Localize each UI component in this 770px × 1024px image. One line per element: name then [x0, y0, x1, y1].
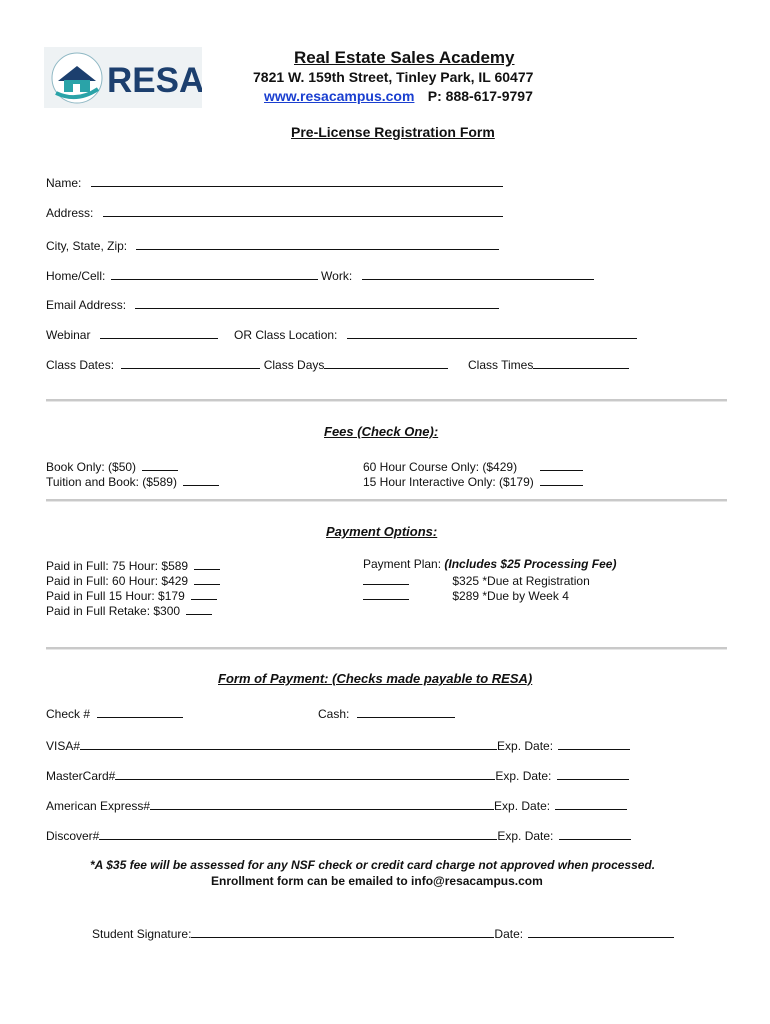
- webinar-field[interactable]: [46, 326, 218, 342]
- name-line[interactable]: [91, 174, 503, 187]
- fee-60-hour-line[interactable]: [540, 458, 583, 471]
- amex-exp-line[interactable]: [555, 797, 627, 810]
- class-days-label: Class Days: [263, 358, 325, 372]
- form-of-payment-title: Form of Payment: (Checks made payable to RESA): [218, 671, 533, 686]
- mastercard-field[interactable]: [46, 767, 629, 783]
- fee-60-hour[interactable]: [363, 458, 583, 474]
- cash-field[interactable]: [318, 705, 455, 721]
- contact-row: [264, 88, 533, 104]
- discover-label: Discover#: [46, 829, 100, 843]
- email-line[interactable]: [135, 296, 499, 309]
- payment-plan-label: Payment Plan:: [363, 557, 442, 571]
- webinar-line[interactable]: [100, 326, 218, 339]
- cash-label: Cash:: [318, 707, 350, 721]
- amex-field[interactable]: [46, 797, 627, 813]
- payment-plan-note: (Includes $25 Processing Fee): [444, 557, 617, 571]
- divider: [46, 499, 727, 502]
- visa-label: VISA#: [46, 739, 81, 753]
- email-field[interactable]: [46, 296, 499, 312]
- discover-line[interactable]: [99, 827, 497, 840]
- visa-line[interactable]: [80, 737, 497, 750]
- amex-line[interactable]: [150, 797, 494, 810]
- option-full-60-label: Paid in Full: 60 Hour: $429: [46, 574, 189, 588]
- fee-15-hour-label: 15 Hour Interactive Only: ($179): [363, 475, 534, 489]
- fee-tuition-book-line[interactable]: [183, 473, 219, 486]
- option-full-retake-line[interactable]: [186, 602, 212, 615]
- plan-option-2-line[interactable]: [363, 587, 409, 600]
- option-full-60[interactable]: [46, 572, 220, 588]
- mastercard-line[interactable]: [115, 767, 495, 780]
- option-full-15[interactable]: [46, 587, 217, 603]
- signature-field[interactable]: [92, 925, 674, 941]
- mastercard-exp-line[interactable]: [557, 767, 629, 780]
- address-field[interactable]: [46, 204, 503, 220]
- cash-line[interactable]: [357, 705, 455, 718]
- logo-wordmark: RESA: [107, 61, 202, 100]
- fee-book-only[interactable]: [46, 458, 178, 474]
- city-state-zip-label: City, State, Zip:: [46, 239, 128, 253]
- signature-line[interactable]: [191, 925, 494, 938]
- visa-field[interactable]: [46, 737, 630, 753]
- check-field[interactable]: [46, 705, 183, 721]
- check-label: Check #: [46, 707, 91, 721]
- plan-option-2-label: $289 *Due by Week 4: [452, 589, 569, 603]
- plan-option-1[interactable]: [363, 572, 590, 588]
- class-location-field[interactable]: [234, 326, 637, 342]
- fee-15-hour[interactable]: [363, 473, 583, 489]
- check-line[interactable]: [97, 705, 183, 718]
- resa-logo: [44, 47, 202, 108]
- class-location-line[interactable]: [347, 326, 637, 339]
- mastercard-label: MasterCard#: [46, 769, 116, 783]
- name-field[interactable]: [46, 174, 503, 190]
- option-full-retake-label: Paid in Full Retake: $300: [46, 604, 181, 618]
- home-cell-label: Home/Cell:: [46, 269, 106, 283]
- fee-tuition-book[interactable]: [46, 473, 219, 489]
- payment-options-title: Payment Options:: [326, 524, 438, 539]
- option-full-75[interactable]: [46, 557, 220, 573]
- academy-address: 7821 W. 159th Street, Tinley Park, IL 60477: [253, 69, 534, 85]
- option-full-75-label: Paid in Full: 75 Hour: $589: [46, 559, 189, 573]
- class-schedule-fields[interactable]: [46, 356, 448, 372]
- discover-field[interactable]: [46, 827, 631, 843]
- nsf-fee-note: *A $35 fee will be assessed for any NSF check or credit card charge not approved when processed.: [90, 858, 656, 872]
- signature-label: Student Signature:: [92, 927, 192, 941]
- fee-tuition-book-label: Tuition and Book: ($589): [46, 475, 177, 489]
- visa-exp-label: Exp. Date:: [497, 739, 554, 753]
- fee-book-only-line[interactable]: [142, 458, 178, 471]
- website-link[interactable]: www.resacampus.com: [264, 88, 415, 104]
- plan-option-2[interactable]: [363, 587, 569, 603]
- class-dates-label: Class Dates:: [46, 358, 115, 372]
- payment-plan-heading: [363, 557, 616, 571]
- webinar-label: Webinar: [46, 328, 91, 342]
- address-line[interactable]: [103, 204, 503, 217]
- amex-exp-label: Exp. Date:: [494, 799, 551, 813]
- fee-60-hour-label: 60 Hour Course Only: ($429): [363, 460, 518, 474]
- work-line[interactable]: [362, 267, 594, 280]
- fees-title: Fees (Check One):: [324, 424, 439, 439]
- form-title: Pre-License Registration Form: [291, 124, 495, 140]
- class-times-field[interactable]: [468, 356, 629, 372]
- option-full-75-line[interactable]: [194, 557, 220, 570]
- signature-date-label: Date:: [494, 927, 524, 941]
- plan-option-1-label: $325 *Due at Registration: [452, 574, 590, 588]
- visa-exp-line[interactable]: [558, 737, 630, 750]
- option-full-retake[interactable]: [46, 602, 212, 618]
- class-location-label: OR Class Location:: [234, 328, 338, 342]
- option-full-15-label: Paid in Full 15 Hour: $179: [46, 589, 185, 603]
- city-state-zip-field[interactable]: [46, 237, 499, 253]
- academy-title: Real Estate Sales Academy: [294, 48, 515, 67]
- address-label: Address:: [46, 206, 94, 220]
- phone-number: P: 888-617-9797: [427, 88, 533, 104]
- phone-fields[interactable]: [46, 267, 594, 283]
- mastercard-exp-label: Exp. Date:: [495, 769, 552, 783]
- home-cell-line[interactable]: [111, 267, 318, 280]
- option-full-60-line[interactable]: [194, 572, 220, 585]
- email-enrollment-note: Enrollment form can be emailed to info@resacampus.com: [211, 874, 543, 888]
- divider: [46, 647, 727, 650]
- fee-book-only-label: Book Only: ($50): [46, 460, 137, 474]
- discover-exp-line[interactable]: [559, 827, 631, 840]
- work-label: Work:: [321, 269, 353, 283]
- option-full-15-line[interactable]: [191, 587, 217, 600]
- class-dates-line[interactable]: [121, 356, 260, 369]
- name-label: Name:: [46, 176, 82, 190]
- logo-graphic: [44, 47, 202, 108]
- class-times-label: Class Times: [468, 358, 534, 372]
- city-state-zip-line[interactable]: [136, 237, 499, 250]
- class-times-line[interactable]: [533, 356, 629, 369]
- plan-option-1-line[interactable]: [363, 572, 409, 585]
- discover-exp-label: Exp. Date:: [497, 829, 554, 843]
- email-label: Email Address:: [46, 298, 127, 312]
- amex-label: American Express#: [46, 799, 151, 813]
- signature-date-line[interactable]: [528, 925, 674, 938]
- divider: [46, 399, 727, 402]
- class-days-line[interactable]: [324, 356, 448, 369]
- fee-15-hour-line[interactable]: [540, 473, 583, 486]
